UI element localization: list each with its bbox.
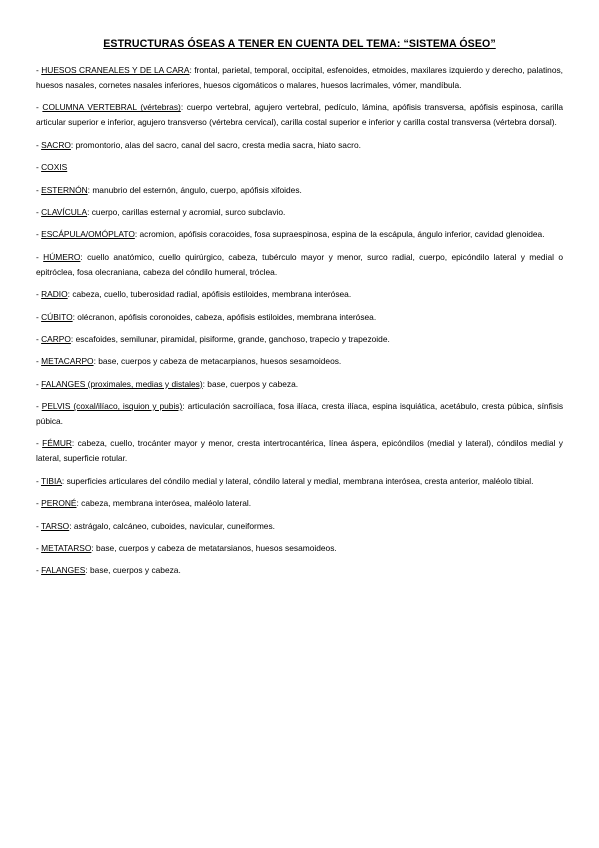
label-separator: :	[80, 251, 88, 262]
bullet-dash: -	[36, 438, 43, 449]
bone-label: TIBIA	[40, 475, 62, 486]
bullet-dash: -	[36, 162, 42, 173]
list-item	[36, 332, 563, 347]
document-title: ESTRUCTURAS ÓSEAS A TENER EN CUENTA DEL TEMA: “SISTEMA ÓSEO”	[103, 38, 496, 50]
list-item	[36, 138, 563, 153]
list-item	[36, 287, 563, 302]
bone-label: COLUMNA VERTEBRAL (vértebras)	[42, 102, 181, 113]
list-item	[36, 205, 563, 220]
bone-label: HUESOS CRANEALES Y DE LA CARA	[41, 65, 190, 75]
list-item	[36, 63, 563, 93]
bullet-dash: -	[36, 102, 43, 113]
bone-structures-text: promontorio, alas del sacro, canal del sacro, cresta media sacra, hiato sacro.	[75, 139, 361, 150]
list-item	[36, 474, 563, 489]
bullet-dash: -	[36, 333, 42, 344]
bullet-dash: -	[36, 229, 42, 240]
list-item	[36, 377, 563, 392]
bone-label: TARSO	[40, 520, 70, 531]
bone-structures-text: cabeza, membrana interósea, maléolo lateral.	[81, 498, 252, 509]
list-item	[36, 519, 563, 534]
bullet-dash: -	[36, 311, 42, 322]
bullet-dash: -	[36, 139, 42, 150]
bone-structures-text: manubrio del esternón, ángulo, cuerpo, apófisis xifoides.	[92, 184, 302, 195]
bullet-dash: -	[36, 289, 42, 300]
bone-structures-text: cuerpo, carillas esternal y acromial, surco subclavio.	[91, 206, 286, 217]
list-item	[36, 541, 563, 556]
bone-structures-text: olécranon, apófisis coronoides, cabeza, apófisis estiloides, membrana interósea.	[77, 311, 377, 322]
label-separator: :	[61, 475, 67, 486]
label-separator: :	[93, 356, 99, 367]
bone-structures-text: cuello anatómico, cuello quirúrgico, cabeza, tubérculo mayor y menor, surco radial, cuerpo, epicóndilo lateral y medial o epitróclea, fosa olecraniana, cabeza del cóndilo humeral, tróclea.	[36, 251, 563, 277]
label-separator: :	[71, 438, 78, 449]
bone-label: FALANGES	[41, 565, 86, 576]
bullet-dash: -	[36, 251, 44, 262]
bone-label: CÚBITO	[41, 311, 73, 322]
bone-label: METATARSO	[41, 543, 92, 554]
bone-label: PERONÉ	[41, 498, 77, 509]
bone-structures-text: articulación sacroilíaca, fosa ilíaca, cresta ilíaca, espina isquiática, acetábulo, cresta púbica, sínfisis púbica.	[36, 401, 564, 427]
bone-structure-list	[36, 63, 563, 586]
list-item	[36, 354, 563, 369]
label-separator: :	[70, 139, 76, 150]
bullet-dash: -	[36, 520, 41, 531]
label-separator: :	[72, 311, 78, 322]
bone-structures-text: acromion, apófisis coracoides, fosa supraespinosa, espina de la escápula, ángulo inferior, cavidad glenoidea.	[139, 229, 545, 240]
list-item	[36, 496, 563, 511]
bone-structures-text: cuerpo vertebral, agujero vertebral, pedículo, lámina, apófisis transversa, apófisis espinosa, carilla articular superior e inferior, agujero transverso (vértebra cervical), carilla costal superior e inferior y carilla costal transversa (vértebra dorsal).	[36, 102, 563, 128]
bone-label: CLAVÍCULA	[41, 206, 88, 217]
bullet-dash: -	[36, 401, 42, 412]
bone-label: CARPO	[41, 333, 71, 344]
bullet-dash: -	[36, 65, 42, 75]
list-item	[36, 250, 563, 280]
label-separator: :	[189, 65, 195, 75]
label-separator: :	[85, 565, 90, 576]
bone-label: PELVIS (coxal/ilíaco, isquion y pubis)	[41, 401, 183, 412]
bone-label: ESTERNÓN	[41, 184, 88, 195]
bone-structures-text: cabeza, cuello, trocánter mayor y menor, cresta intertrocantérica, línea áspera, epicóndilos (medial y lateral), cóndilos medial y lateral, superficie rotular.	[36, 438, 563, 464]
label-separator: :	[134, 229, 140, 240]
bone-structures-text: base, cuerpos y cabeza de metatarsianos, huesos sesamoideos.	[96, 543, 337, 554]
bullet-dash: -	[36, 206, 42, 217]
bone-label: ESCÁPULA/OMÓPLATO	[41, 229, 135, 240]
bone-structures-text: base, cuerpos y cabeza de metacarpianos, huesos sesamoideos.	[98, 356, 342, 367]
label-separator: :	[87, 206, 92, 217]
label-separator: :	[67, 289, 73, 300]
bone-structures-text: cabeza, cuello, tuberosidad radial, apófisis estiloides, membrana interósea.	[72, 289, 352, 300]
label-separator: :	[91, 543, 97, 554]
bullet-dash: -	[36, 498, 42, 509]
bone-label: METACARPO	[41, 356, 94, 367]
list-item	[36, 160, 563, 175]
bullet-dash: -	[36, 565, 42, 576]
bone-structures-text: escafoides, semilunar, piramidal, pisiforme, grande, ganchoso, trapecio y trapezoide.	[75, 333, 390, 344]
list-item	[36, 227, 563, 242]
bone-structures-text: frontal, parietal, temporal, occipital, esfenoides, etmoides, maxilares izquierdo y derecho, palatinos, huesos nasales, cornetes nasales inferiores, huesos cigomáticos o malares, huesos lacrimales, vómer, mandíbula.	[36, 65, 563, 90]
bone-structures-text: astrágalo, calcáneo, cuboides, navicular, cuneiformes.	[73, 520, 275, 531]
label-separator: :	[87, 184, 93, 195]
bullet-dash: -	[36, 378, 42, 389]
label-separator: :	[180, 102, 187, 113]
list-item	[36, 436, 563, 466]
list-item	[36, 100, 563, 130]
list-item	[36, 563, 563, 578]
bone-structures-text: superficies articulares del cóndilo medial y lateral, cóndilo lateral y medial, membrana interósea, cresta anterior, maléolo tibial.	[66, 475, 534, 486]
bone-structures-text: base, cuerpos y cabeza.	[207, 378, 299, 389]
bone-label: SACRO	[41, 139, 71, 150]
label-separator: :	[202, 378, 208, 389]
label-separator: :	[69, 520, 74, 531]
bone-label: COXIS	[41, 162, 68, 173]
label-separator: :	[70, 333, 76, 344]
bone-label: FÉMUR	[42, 438, 72, 449]
bullet-dash: -	[36, 475, 41, 486]
bullet-dash: -	[36, 543, 42, 554]
label-separator: :	[76, 498, 82, 509]
bone-structures-text: base, cuerpos y cabeza.	[90, 565, 181, 576]
list-item	[36, 399, 563, 429]
bullet-dash: -	[36, 184, 42, 195]
label-separator: :	[182, 401, 188, 412]
bullet-dash: -	[36, 356, 42, 367]
bone-label: FALANGES (proximales, medias y distales)	[41, 378, 203, 389]
bone-label: RADIO	[41, 289, 68, 300]
bone-label: HÚMERO	[43, 251, 81, 262]
list-item	[36, 183, 563, 198]
list-item	[36, 310, 563, 325]
